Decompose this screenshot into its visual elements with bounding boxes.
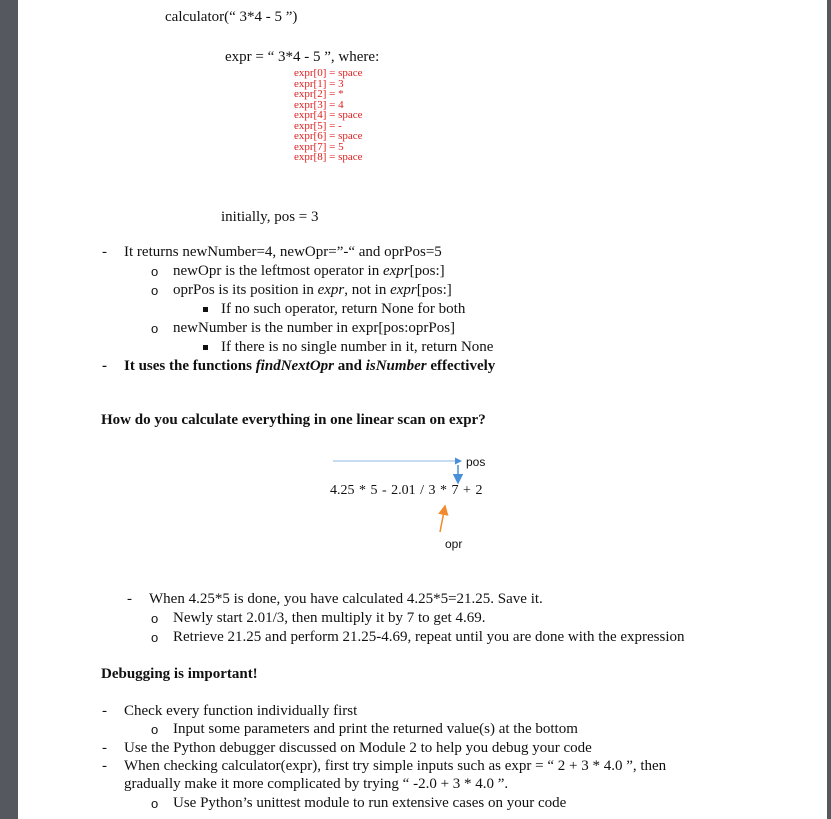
scan-sub-text: Retrieve 21.25 and perform 21.25-4.69, repeat until you are done with the expression bbox=[173, 629, 685, 645]
expr-item: expr[1] = 3 bbox=[294, 77, 344, 90]
expr-item: expr[3] = 4 bbox=[294, 98, 344, 111]
linear-scan-heading: How do you calculate everything in one linear scan on expr? bbox=[101, 412, 486, 428]
newopr-text: newOpr is the leftmost operator in bbox=[173, 263, 383, 279]
newnumber-text: newNumber is the number in expr[pos:oprPos] bbox=[173, 320, 456, 336]
newnumber-note-text: If there is no single number in it, return None bbox=[221, 339, 494, 355]
debug-item bbox=[124, 703, 357, 720]
oprpos-text: oprPos is its position in bbox=[173, 282, 318, 298]
calculator-call-heading: calculator(“ 3*4 - 5 ”) bbox=[165, 9, 298, 25]
uses-and: and bbox=[334, 358, 366, 374]
expr-italic: expr bbox=[317, 282, 345, 298]
uses-suffix: effectively bbox=[426, 358, 496, 374]
debugging-heading: Debugging is important! bbox=[101, 666, 258, 682]
uses-text: It uses the functions bbox=[124, 358, 256, 374]
expr-item: expr[4] = space bbox=[294, 109, 363, 121]
returns-text: It returns newNumber=4, newOpr=”-“ and oprPos=5 bbox=[124, 244, 442, 260]
debug-sub-text: Use Python’s unittest module to run extensive cases on your code bbox=[173, 795, 567, 811]
debug-item bbox=[124, 758, 666, 775]
initial-pos: initially, pos = 3 bbox=[221, 209, 319, 225]
scan-item bbox=[149, 591, 543, 608]
expr-item: expr[2] = * bbox=[294, 88, 344, 100]
debug-sub-item bbox=[173, 795, 566, 812]
scan-text: When 4.25*5 is done, you have calculated 4.25*5=21.25. Save it. bbox=[149, 591, 543, 607]
expr-item: expr[6] = space bbox=[294, 130, 363, 142]
debug-item bbox=[124, 740, 592, 757]
expr-item: expr[0] = space bbox=[294, 67, 363, 79]
debug-text: Check every function individually first bbox=[124, 703, 358, 719]
scan-sub-item bbox=[173, 629, 685, 646]
diagram-expression: 4.25 * 5 - 2.01 / 3 * 7 + 2 bbox=[330, 483, 483, 498]
expr-italic: expr bbox=[382, 263, 410, 279]
pos-label: pos bbox=[466, 455, 486, 469]
oprpos-note-text: If no such operator, return None for both bbox=[221, 301, 466, 317]
opr-arrow-up bbox=[440, 506, 445, 532]
oprpos-suffix: [pos:] bbox=[416, 282, 452, 298]
debug-sub-text: Input some parameters and print the returned value(s) at the bottom bbox=[173, 721, 578, 737]
scan-sub-text: Newly start 2.01/3, then multiply it by 7 to get 4.69. bbox=[173, 610, 486, 626]
scan-sub-item bbox=[173, 610, 485, 627]
newopr-suffix: [pos:] bbox=[409, 263, 445, 279]
expr-italic: expr bbox=[390, 282, 417, 298]
debug-text: When checking calculator(expr), first try simple inputs such as expr = “ 2 + 3 * 4.0 ”, then bbox=[124, 758, 667, 774]
opr-label: opr bbox=[445, 537, 463, 551]
isnumber-label: isNumber bbox=[365, 358, 427, 374]
expr-definition: expr = “ 3*4 - 5 ”, where: bbox=[225, 49, 380, 65]
debug-sub-item bbox=[173, 721, 578, 738]
expr-item: expr[5] = - bbox=[294, 119, 342, 132]
debug-item-continuation: gradually make it more complicated by trying “ -2.0 + 3 * 4.0 ”. bbox=[124, 776, 509, 792]
oprpos-mid: , not in bbox=[344, 282, 391, 298]
debug-text: Use the Python debugger discussed on Module 2 to help you debug your code bbox=[124, 740, 592, 756]
expr-item: expr[8] = space bbox=[294, 151, 363, 163]
findnextopr-label: findNextOpr bbox=[255, 358, 335, 374]
expr-item: expr[7] = 5 bbox=[294, 140, 344, 153]
